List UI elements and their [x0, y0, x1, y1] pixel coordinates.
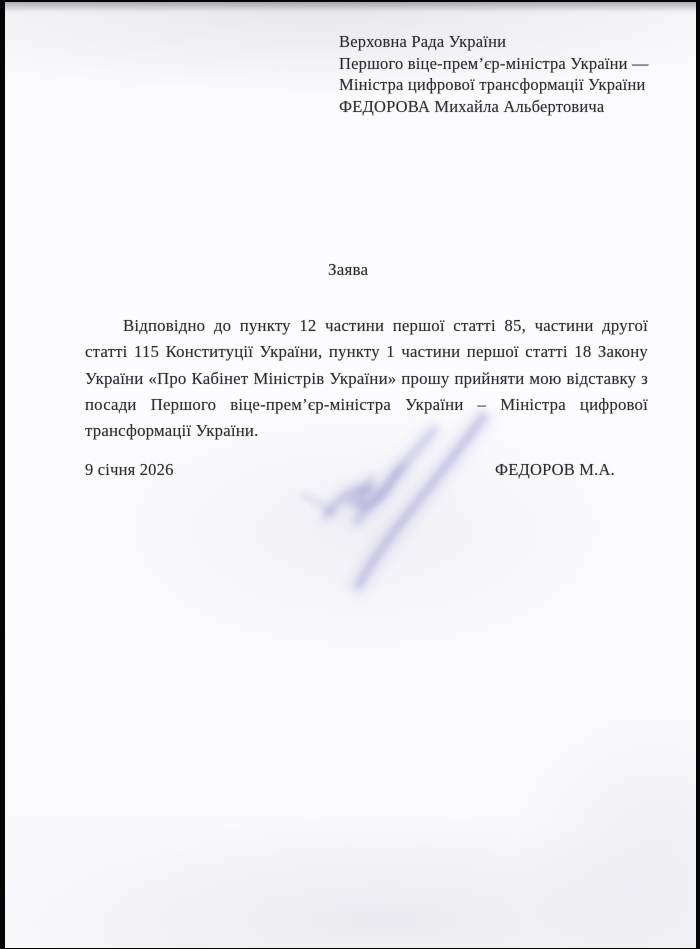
recipient-line-3: Міністра цифрової трансформації України	[339, 75, 646, 95]
body-line: Відповідно до пункту 12 частини першої статті 85, частини другої	[123, 316, 648, 335]
document-date: 9 січня 2026	[85, 460, 174, 479]
recipient-block	[339, 31, 659, 117]
body-line: посади Першого віце-прем’єр-міністра України – Міністра цифрової	[85, 394, 648, 414]
body-line: України «Про Кабінет Міністрів України» прошу прийняти мою відставку з	[85, 368, 648, 388]
recipient-line-1: Верховна Рада України	[339, 32, 507, 51]
signatory-name: ФЕДОРОВ М.А.	[495, 460, 615, 479]
recipient-line-2: Першого віце-прем’єр-міністра України —	[339, 53, 649, 73]
paper-sheet	[5, 2, 696, 948]
body-line: трансформації України.	[85, 421, 259, 441]
body-paragraph	[85, 313, 648, 444]
recipient-line-4: ФЕДОРОВА Михайла Альбертовича	[339, 96, 605, 116]
body-line: статті 115 Конституції України, пункту 1 частини першої статті 18 Закону	[85, 342, 648, 362]
document-title: Заява	[328, 260, 369, 279]
